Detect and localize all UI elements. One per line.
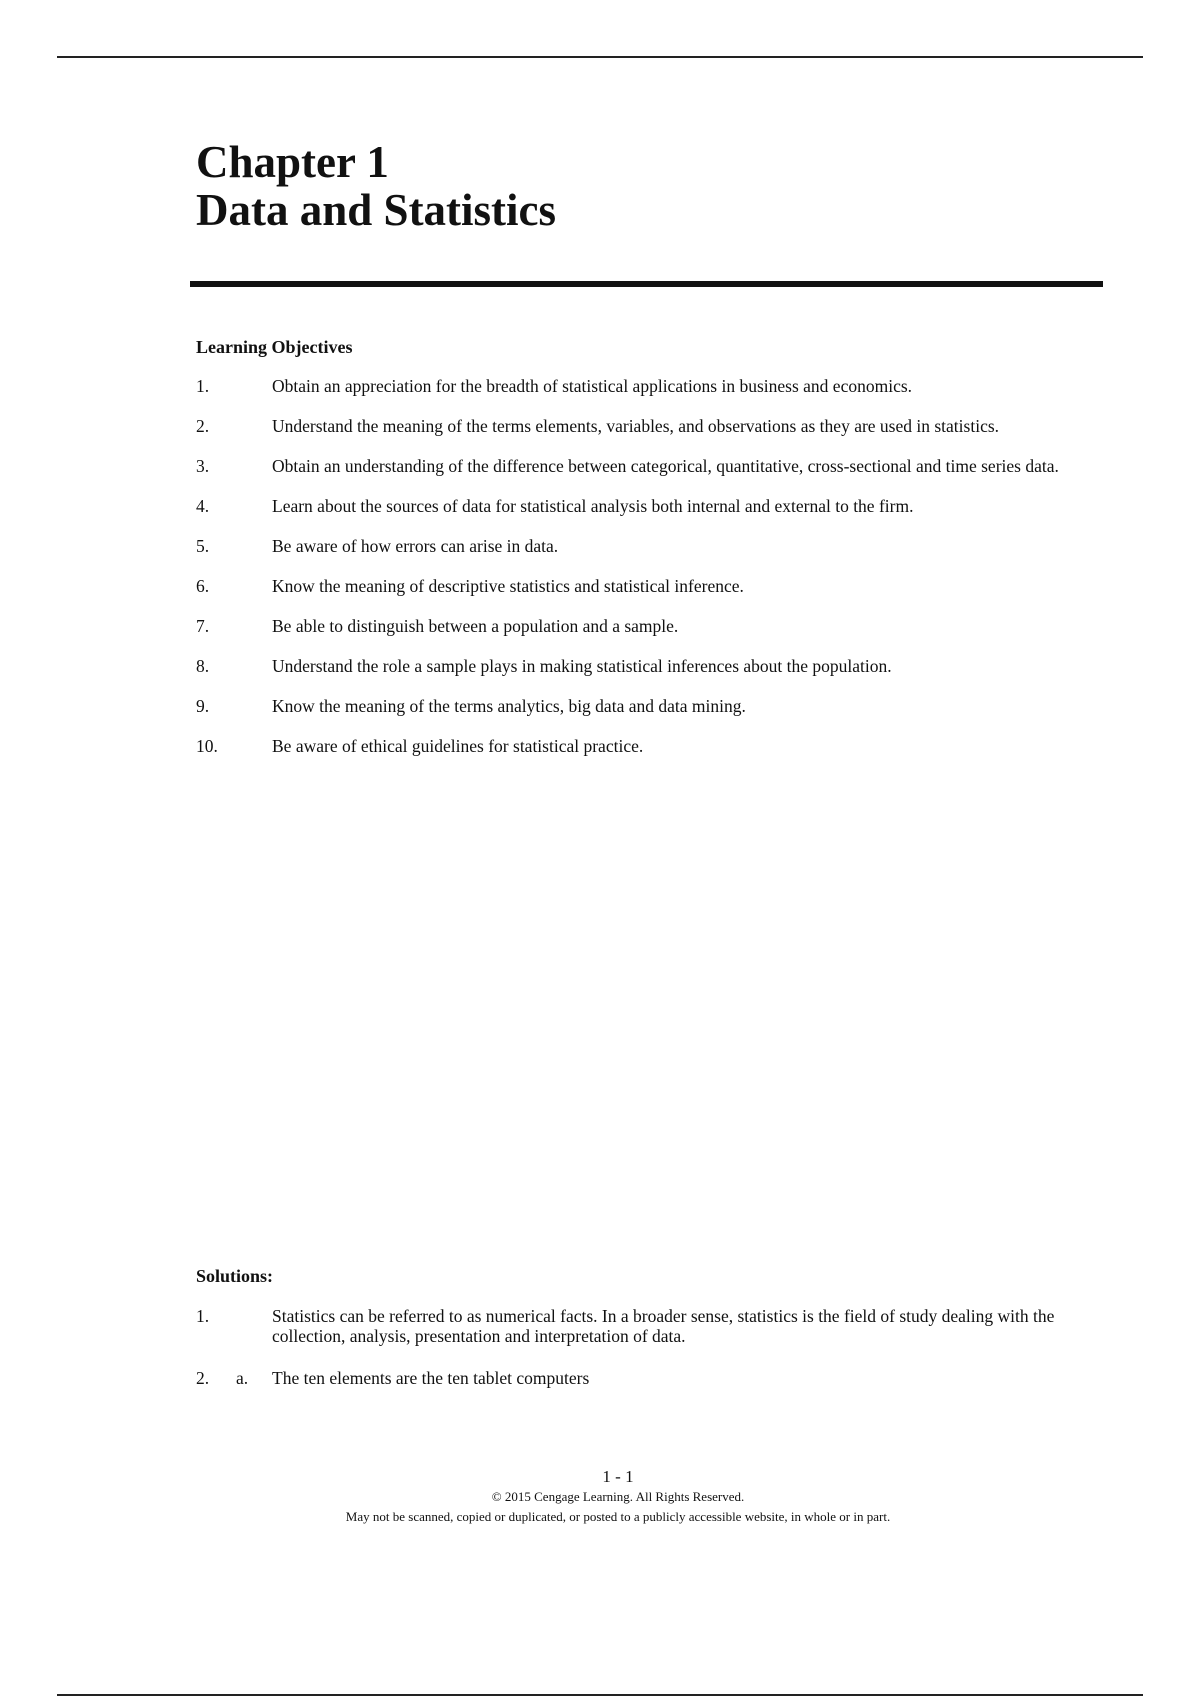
list-item: [196, 536, 1096, 556]
chapter-title: [196, 138, 556, 234]
solution-text: Statistics can be referred to as numerical facts. In a broader sense, statistics is the field of study dealing with the collection, analysis, presentation and interpretation of data.: [272, 1306, 1055, 1346]
item-text: Know the meaning of the terms analytics, big data and data mining.: [272, 696, 746, 716]
solution-text: The ten elements are the ten tablet computers: [272, 1368, 590, 1388]
page-footer: [0, 1467, 1200, 1527]
item-number: 7.: [196, 616, 210, 636]
solutions-list: [196, 1306, 1096, 1410]
bottom-rule: [57, 1694, 1143, 1696]
copyright-notice: © 2015 Cengage Learning. All Rights Reserved.: [491, 1489, 745, 1504]
item-text: Be aware of how errors can arise in data.: [272, 536, 559, 556]
item-number: 5.: [196, 536, 210, 556]
list-item: [196, 656, 1096, 676]
item-text: Understand the meaning of the terms elements, variables, and observations as they are used in statistics.: [272, 416, 1000, 436]
solution-item: [196, 1368, 1096, 1388]
list-item: [196, 496, 1096, 516]
list-item: [196, 616, 1096, 636]
item-text: Know the meaning of descriptive statistics and statistical inference.: [272, 576, 744, 596]
item-number: 4.: [196, 496, 210, 516]
list-item: [196, 376, 1096, 396]
item-text: Be aware of ethical guidelines for statistical practice.: [272, 736, 644, 756]
top-rule: [57, 56, 1143, 58]
item-number: 10.: [196, 736, 218, 756]
item-text: Obtain an understanding of the difference between categorical, quantitative, cross-sectional and time series data.: [272, 456, 1059, 476]
solution-number: 1.: [196, 1306, 210, 1326]
list-item: [196, 576, 1096, 596]
item-number: 8.: [196, 656, 210, 676]
item-text: Understand the role a sample plays in making statistical inferences about the population.: [272, 656, 892, 676]
item-text: Be able to distinguish between a population and a sample.: [272, 616, 679, 636]
item-number: 6.: [196, 576, 210, 596]
item-text: Obtain an appreciation for the breadth of statistical applications in business and economics.: [272, 376, 913, 396]
page-number: 1 - 1: [602, 1467, 634, 1486]
item-number: 1.: [196, 376, 210, 396]
item-number: 9.: [196, 696, 210, 716]
solution-number: 2.: [196, 1368, 210, 1388]
list-item: [196, 416, 1096, 436]
solution-subpart: a.: [236, 1368, 249, 1388]
item-number: 3.: [196, 456, 210, 476]
learning-objectives-list: [196, 376, 1096, 776]
title-rule: [190, 281, 1103, 287]
learning-objectives-heading: Learning Objectives: [196, 337, 353, 357]
solutions-heading: Solutions:: [196, 1266, 274, 1286]
list-item: [196, 736, 1096, 756]
usage-notice: May not be scanned, copied or duplicated, or posted to a publicly accessible website, in whole or in part.: [345, 1509, 891, 1524]
solution-item: [196, 1306, 1096, 1346]
item-number: 2.: [196, 416, 210, 436]
list-item: [196, 456, 1096, 476]
item-text: Learn about the sources of data for statistical analysis both internal and external to the firm.: [272, 496, 914, 516]
chapter-name: Data and Statistics: [196, 185, 557, 235]
list-item: [196, 696, 1096, 716]
chapter-number: Chapter 1: [196, 137, 389, 187]
